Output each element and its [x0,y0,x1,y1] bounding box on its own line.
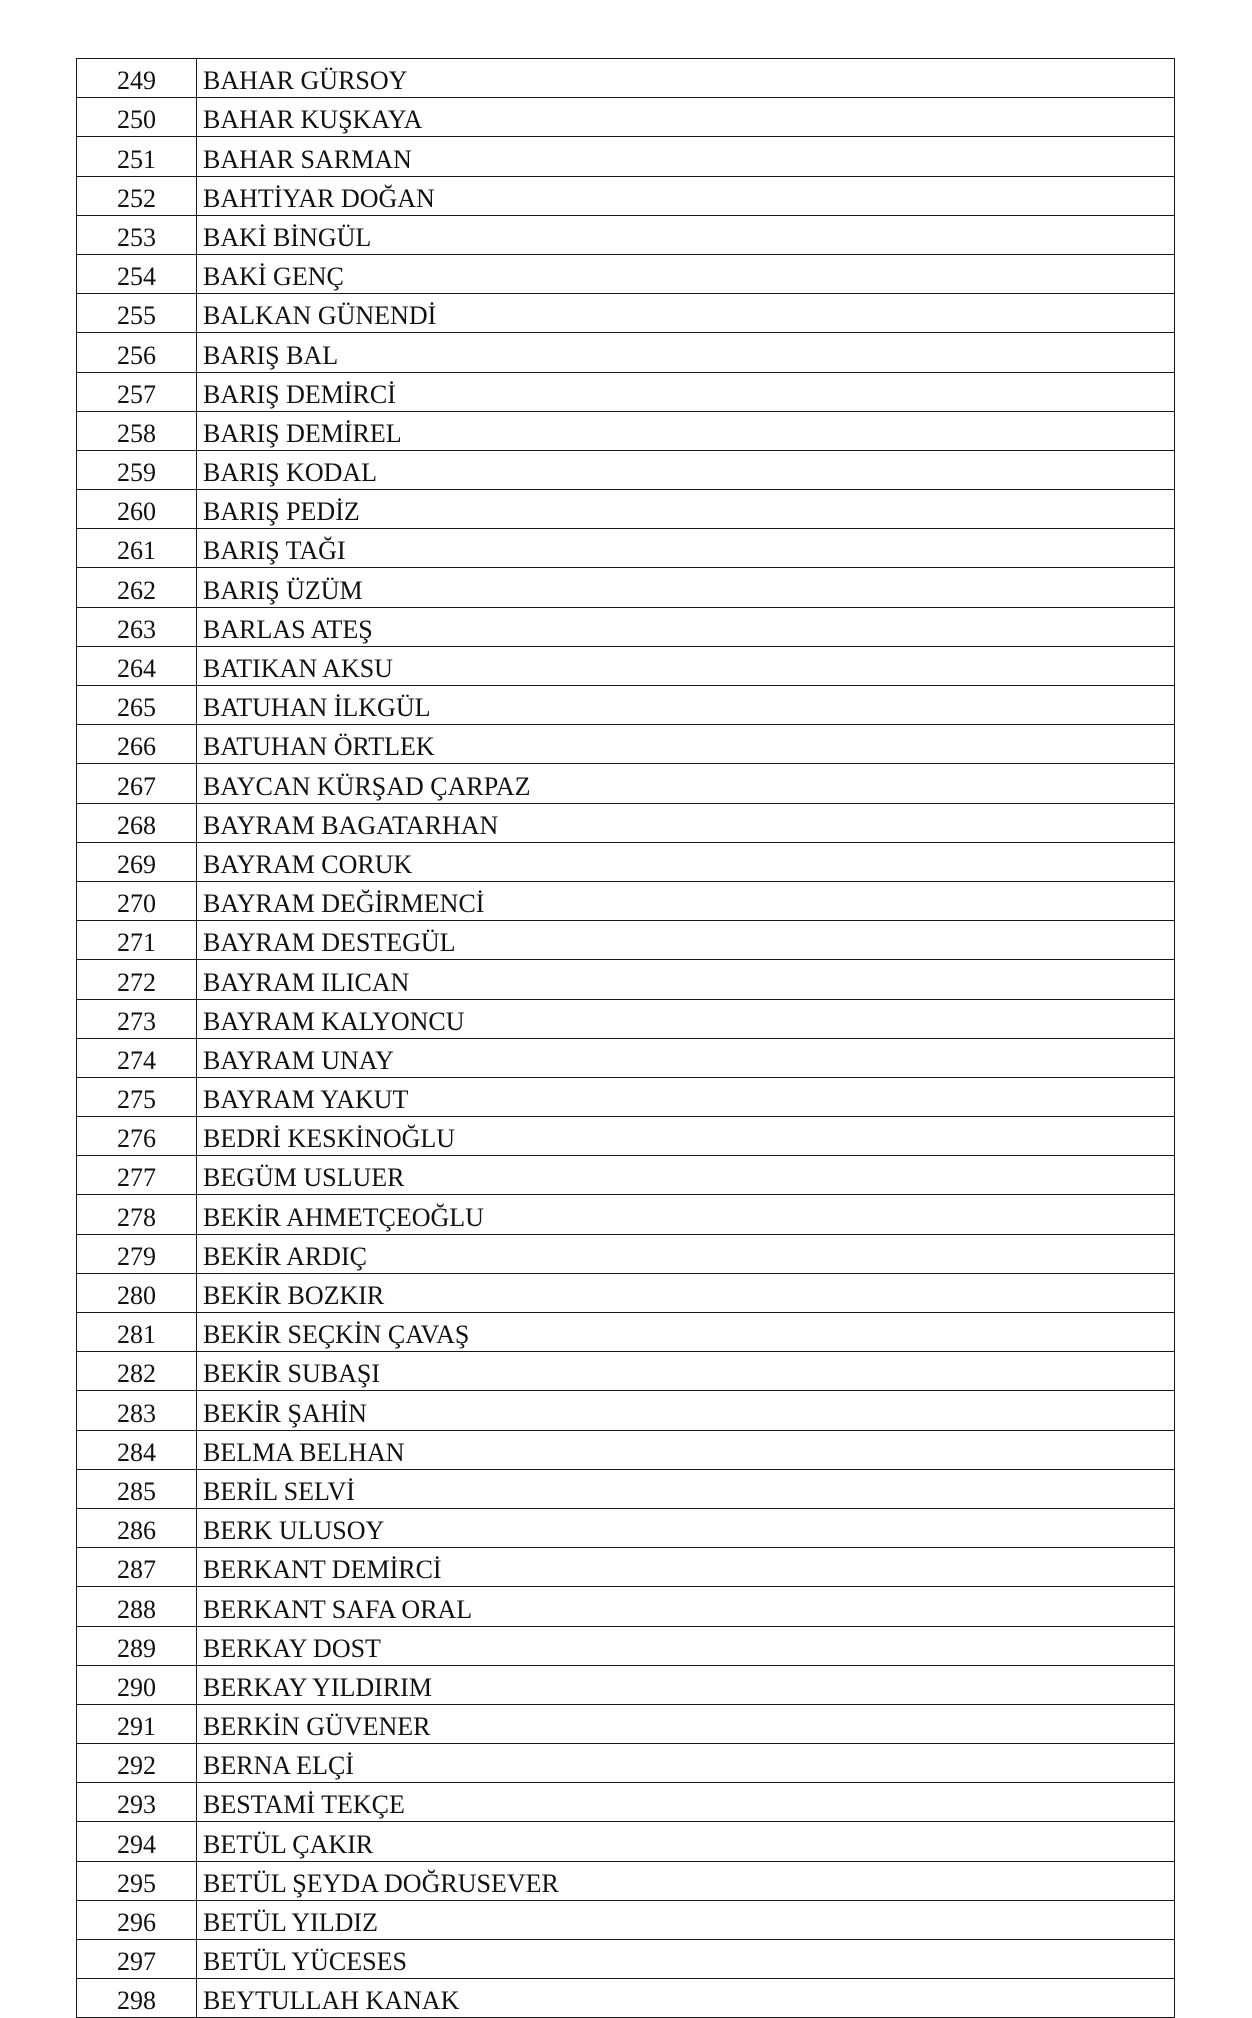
row-number: 292 [77,1744,197,1783]
person-name: BAHAR SARMAN [197,137,1175,176]
person-name: BAKİ GENÇ [197,254,1175,293]
table-row [77,1038,1175,1077]
table-row [77,294,1175,333]
row-number: 276 [77,1117,197,1156]
table-row [77,1508,1175,1547]
row-number: 264 [77,646,197,685]
person-name: BEKİR SEÇKİN ÇAVAŞ [197,1313,1175,1352]
row-number: 253 [77,215,197,254]
person-name: BAYRAM UNAY [197,1038,1175,1077]
table-row [77,1117,1175,1156]
table-row [77,176,1175,215]
table-row [77,999,1175,1038]
table-row [77,1861,1175,1900]
person-name: BAYRAM DEĞİRMENCİ [197,881,1175,920]
table-row [77,921,1175,960]
table-row [77,1391,1175,1430]
table-row [77,646,1175,685]
person-name: BERKİN GÜVENER [197,1704,1175,1743]
row-number: 260 [77,490,197,529]
name-list-table [76,58,1175,2018]
person-name: BEKİR AHMETÇEOĞLU [197,1195,1175,1234]
person-name: BAYRAM KALYONCU [197,999,1175,1038]
row-number: 293 [77,1783,197,1822]
table-row [77,1587,1175,1626]
table-row [77,1979,1175,2018]
row-number: 288 [77,1587,197,1626]
row-number: 285 [77,1469,197,1508]
table-row [77,529,1175,568]
row-number: 256 [77,333,197,372]
person-name: BAHAR KUŞKAYA [197,98,1175,137]
person-name: BAYRAM YAKUT [197,1077,1175,1116]
person-name: BAKİ BİNGÜL [197,215,1175,254]
row-number: 249 [77,59,197,98]
person-name: BARIŞ KODAL [197,450,1175,489]
row-number: 273 [77,999,197,1038]
table-row [77,1077,1175,1116]
person-name: BEYTULLAH KANAK [197,1979,1175,2018]
row-number: 261 [77,529,197,568]
person-name: BARIŞ DEMİRCİ [197,372,1175,411]
row-number: 294 [77,1822,197,1861]
row-number: 268 [77,803,197,842]
row-number: 257 [77,372,197,411]
table-row [77,411,1175,450]
row-number: 282 [77,1352,197,1391]
table-row [77,59,1175,98]
person-name: BEGÜM USLUER [197,1156,1175,1195]
row-number: 271 [77,921,197,960]
table-row [77,1744,1175,1783]
row-number: 297 [77,1940,197,1979]
person-name: BERK ULUSOY [197,1508,1175,1547]
table-row [77,1704,1175,1743]
row-number: 286 [77,1508,197,1547]
person-name: BATIKAN AKSU [197,646,1175,685]
table-row [77,1352,1175,1391]
person-name: BERNA ELÇİ [197,1744,1175,1783]
person-name: BAHTİYAR DOĞAN [197,176,1175,215]
row-number: 287 [77,1548,197,1587]
person-name: BETÜL YILDIZ [197,1900,1175,1939]
row-number: 262 [77,568,197,607]
row-number: 252 [77,176,197,215]
table-row [77,803,1175,842]
table-row [77,1783,1175,1822]
person-name: BAYRAM DESTEGÜL [197,921,1175,960]
table-row [77,842,1175,881]
table-row [77,1469,1175,1508]
table-row [77,490,1175,529]
person-name: BATUHAN İLKGÜL [197,686,1175,725]
table-row [77,725,1175,764]
person-name: BEKİR ARDIÇ [197,1234,1175,1273]
person-name: BATUHAN ÖRTLEK [197,725,1175,764]
table-row [77,1665,1175,1704]
person-name: BARIŞ PEDİZ [197,490,1175,529]
table-row [77,686,1175,725]
person-name: BEDRİ KESKİNOĞLU [197,1117,1175,1156]
row-number: 250 [77,98,197,137]
table-row [77,1548,1175,1587]
row-number: 266 [77,725,197,764]
row-number: 289 [77,1626,197,1665]
row-number: 291 [77,1704,197,1743]
row-number: 275 [77,1077,197,1116]
person-name: BAYCAN KÜRŞAD ÇARPAZ [197,764,1175,803]
table-row [77,333,1175,372]
table-row [77,1156,1175,1195]
person-name: BALKAN GÜNENDİ [197,294,1175,333]
row-number: 265 [77,686,197,725]
person-name: BETÜL ŞEYDA DOĞRUSEVER [197,1861,1175,1900]
row-number: 255 [77,294,197,333]
person-name: BERKANT DEMİRCİ [197,1548,1175,1587]
person-name: BERKAY DOST [197,1626,1175,1665]
row-number: 277 [77,1156,197,1195]
person-name: BARIŞ DEMİREL [197,411,1175,450]
table-row [77,607,1175,646]
table-row [77,960,1175,999]
table-row [77,1234,1175,1273]
table-row [77,1195,1175,1234]
person-name: BETÜL ÇAKIR [197,1822,1175,1861]
table-row [77,1626,1175,1665]
person-name: BELMA BELHAN [197,1430,1175,1469]
person-name: BEKİR BOZKIR [197,1273,1175,1312]
row-number: 280 [77,1273,197,1312]
table-row [77,1940,1175,1979]
person-name: BETÜL YÜCESES [197,1940,1175,1979]
person-name: BAYRAM ILICAN [197,960,1175,999]
row-number: 258 [77,411,197,450]
person-name: BAYRAM BAGATARHAN [197,803,1175,842]
row-number: 296 [77,1900,197,1939]
table-row [77,1313,1175,1352]
person-name: BESTAMİ TEKÇE [197,1783,1175,1822]
person-name: BEKİR ŞAHİN [197,1391,1175,1430]
document-page [76,58,1175,2018]
row-number: 270 [77,881,197,920]
row-number: 254 [77,254,197,293]
name-list-body [77,59,1175,2018]
person-name: BARIŞ TAĞI [197,529,1175,568]
person-name: BARIŞ ÜZÜM [197,568,1175,607]
person-name: BAYRAM CORUK [197,842,1175,881]
person-name: BARIŞ BAL [197,333,1175,372]
table-row [77,372,1175,411]
table-row [77,137,1175,176]
table-row [77,568,1175,607]
row-number: 284 [77,1430,197,1469]
table-row [77,450,1175,489]
row-number: 298 [77,1979,197,2018]
row-number: 278 [77,1195,197,1234]
person-name: BERİL SELVİ [197,1469,1175,1508]
row-number: 272 [77,960,197,999]
table-row [77,215,1175,254]
table-row [77,98,1175,137]
table-row [77,1822,1175,1861]
person-name: BERKAY YILDIRIM [197,1665,1175,1704]
person-name: BERKANT SAFA ORAL [197,1587,1175,1626]
table-row [77,1273,1175,1312]
table-row [77,881,1175,920]
row-number: 281 [77,1313,197,1352]
row-number: 274 [77,1038,197,1077]
table-row [77,1430,1175,1469]
table-row [77,764,1175,803]
person-name: BAHAR GÜRSOY [197,59,1175,98]
row-number: 295 [77,1861,197,1900]
person-name: BARLAS ATEŞ [197,607,1175,646]
row-number: 263 [77,607,197,646]
row-number: 290 [77,1665,197,1704]
row-number: 279 [77,1234,197,1273]
row-number: 259 [77,450,197,489]
table-row [77,254,1175,293]
row-number: 251 [77,137,197,176]
row-number: 283 [77,1391,197,1430]
row-number: 269 [77,842,197,881]
row-number: 267 [77,764,197,803]
person-name: BEKİR SUBAŞI [197,1352,1175,1391]
